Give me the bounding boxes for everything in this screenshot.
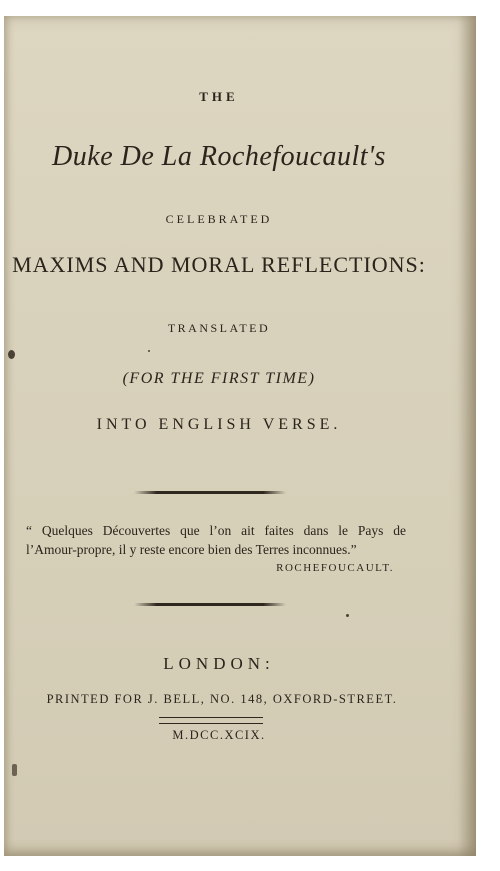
first-time-line: (FOR THE FIRST TIME) <box>122 370 316 387</box>
epigraph-line-2: l’Amour-propre, il y reste encore bien des Terres inconnues.” <box>26 542 357 557</box>
english-verse-line: INTO ENGLISH VERSE. <box>96 416 342 433</box>
celebrated-line: CELEBRATED <box>165 212 273 226</box>
ink-spot <box>8 350 15 359</box>
imprint-date: M.DCC.XCIX. <box>172 728 266 742</box>
imprint-place: LONDON: <box>163 654 275 673</box>
title-the: THE <box>199 89 239 104</box>
ornamental-rule-bottom <box>134 603 286 606</box>
work-title: MAXIMS AND MORAL REFLECTIONS: <box>12 252 426 277</box>
ornamental-rule-top <box>134 491 286 494</box>
title-page <box>4 16 476 856</box>
epigraph-line-1: “ Quelques Découvertes que l’on ait faites dans le Pays de <box>26 523 406 538</box>
ink-speck <box>346 614 349 617</box>
ink-speck <box>148 350 150 352</box>
epigraph-attribution: ROCHEFOUCAULT. <box>276 562 394 574</box>
double-rule <box>159 717 263 724</box>
translated-line: TRANSLATED <box>167 321 271 335</box>
author-line: Duke De La Rochefoucault's <box>52 141 386 172</box>
imprint-printer: PRINTED FOR J. BELL, NO. 148, OXFORD-STREET. <box>46 692 398 706</box>
ink-mark <box>12 764 17 776</box>
